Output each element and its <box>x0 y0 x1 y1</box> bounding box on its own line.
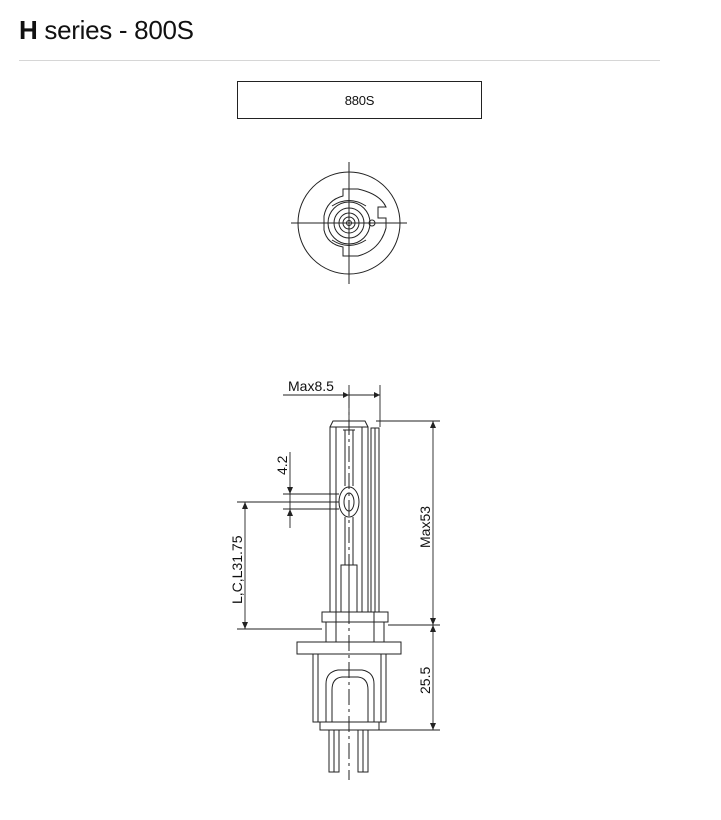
max-width-arrow <box>343 392 349 398</box>
base-height-label: 25.5 <box>417 666 433 694</box>
base-height-arrow-top <box>430 625 436 632</box>
side-view <box>297 392 401 780</box>
base-height-arrow-bottom <box>430 723 436 730</box>
max-width-label: Max8.5 <box>288 378 334 394</box>
model-label: 880S <box>344 92 375 108</box>
lcl-arrow-bottom <box>242 622 248 629</box>
base-lower-inner <box>332 677 368 722</box>
max-height-label: Max53 <box>417 505 433 548</box>
base-upper-collar <box>322 612 388 622</box>
base-upper-body <box>326 622 384 642</box>
max-height-arrow-bottom <box>430 618 436 625</box>
lcl-arrow-top <box>242 502 248 509</box>
series-letter: H <box>19 15 38 45</box>
series-name: series - 800S <box>37 15 194 45</box>
base-lower-contour <box>326 670 374 722</box>
arc-arrow-top <box>287 487 293 494</box>
arc-offset-label: 4.2 <box>274 455 290 475</box>
max-width-arrow-2 <box>374 392 380 398</box>
max-height-arrow-top <box>430 421 436 428</box>
light-center-length-label: L,C,L31.75 <box>229 535 245 604</box>
arc-arrow-bottom <box>287 509 293 516</box>
top-view <box>291 162 407 284</box>
